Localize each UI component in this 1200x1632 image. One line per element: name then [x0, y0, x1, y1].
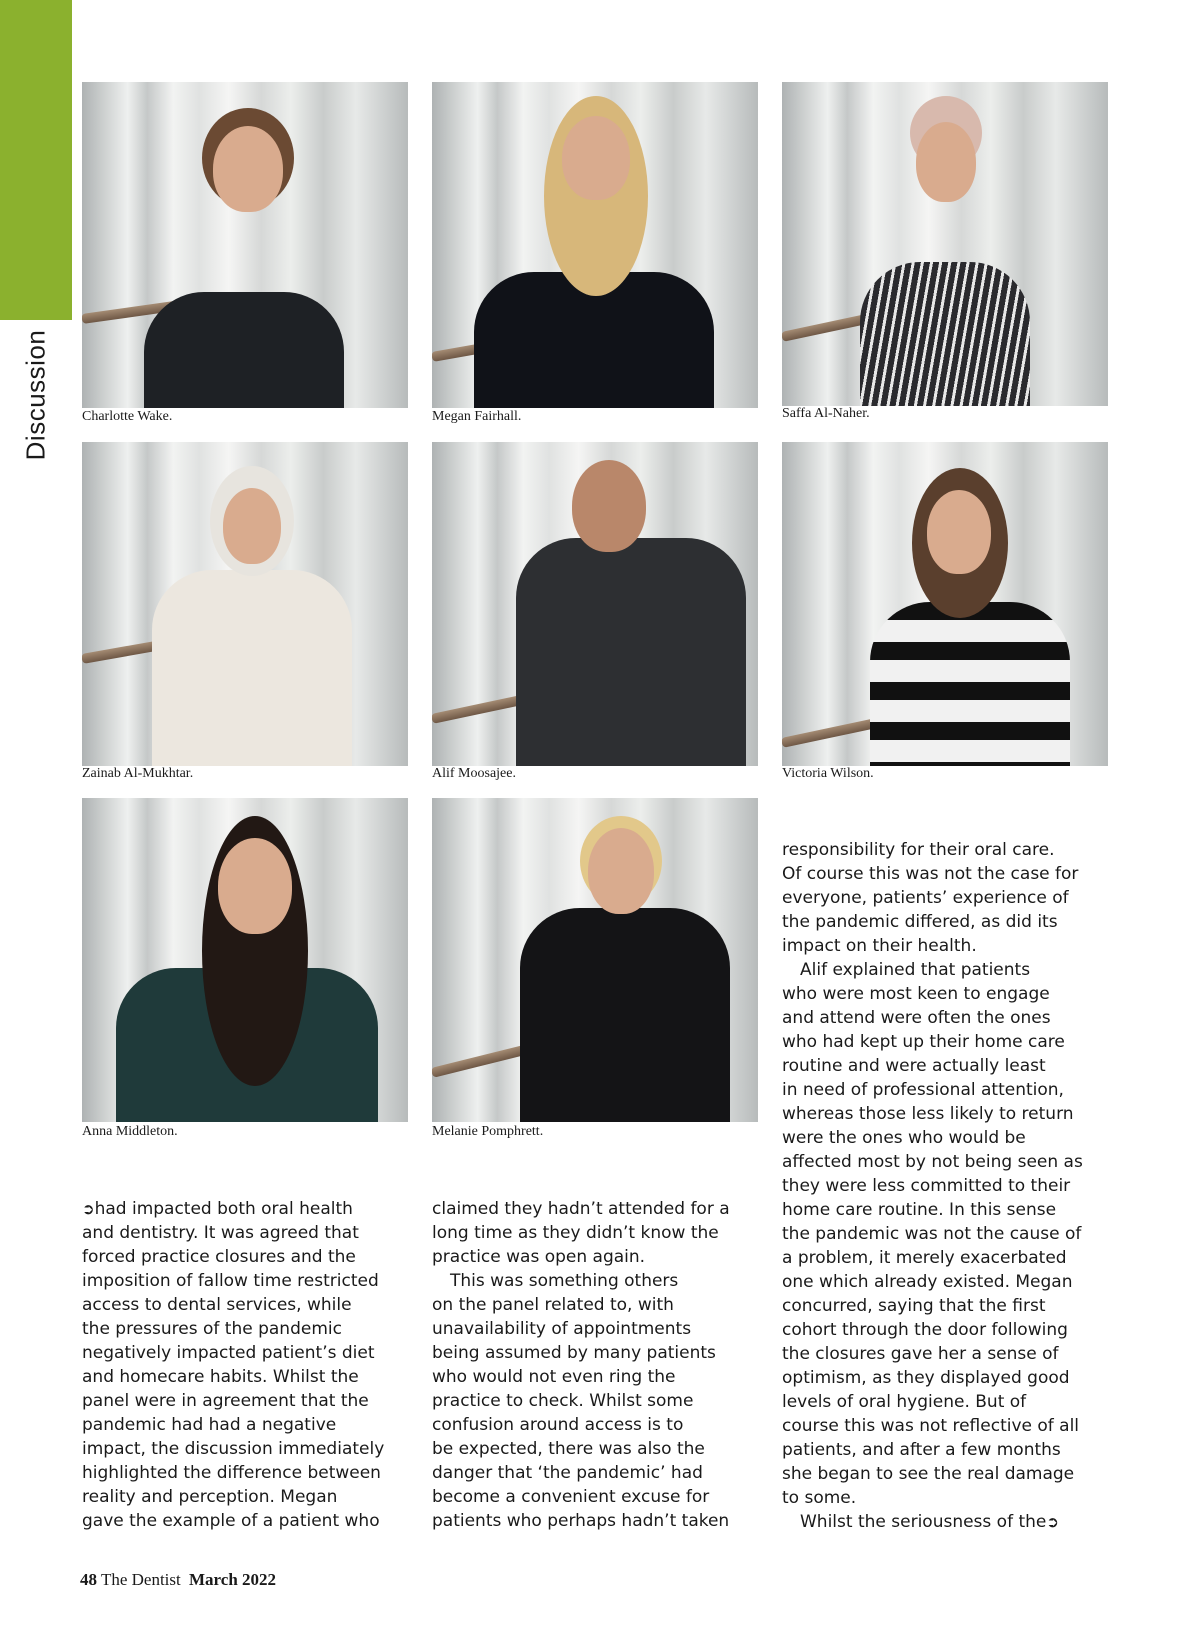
- text-line: become a convenient excuse for: [432, 1487, 710, 1507]
- text-line: and dentistry. It was agreed that: [82, 1223, 359, 1243]
- text-line: cohort through the door following: [782, 1320, 1068, 1340]
- section-label: Discussion: [20, 329, 51, 461]
- photo-caption: Charlotte Wake.: [82, 409, 173, 424]
- text-line: home care routine. In this sense: [782, 1200, 1057, 1220]
- arrow-continue-icon: ➲: [82, 1200, 95, 1218]
- text-line: practice was open again.: [432, 1247, 646, 1267]
- arrow-continue-icon: ➲: [1046, 1513, 1059, 1531]
- text-line: concurred, saying that the first: [782, 1296, 1046, 1316]
- text-line: negatively impacted patient’s diet: [82, 1343, 375, 1363]
- text-line: Whilst the seriousness of the➲: [800, 1512, 1059, 1532]
- text-line: who were most keen to engage: [782, 984, 1050, 1004]
- text-line: reality and perception. Megan: [82, 1487, 338, 1507]
- text-line: one which already existed. Megan: [782, 1272, 1073, 1292]
- text-line: and homecare habits. Whilst the: [82, 1367, 359, 1387]
- text-line: This was something others: [450, 1271, 679, 1291]
- text-line: forced practice closures and the: [82, 1247, 356, 1267]
- photo-alif-moosajee: [432, 442, 758, 766]
- photo-caption: Megan Fairhall.: [432, 409, 522, 424]
- text-line: course this was not reflective of all: [782, 1416, 1080, 1436]
- photo-caption: Melanie Pomphrett.: [432, 1124, 544, 1139]
- publication-name: The Dentist: [100, 1570, 181, 1589]
- section-color-tab: [0, 0, 72, 320]
- text-line: patients who perhaps hadn’t taken: [432, 1511, 730, 1531]
- text-line: confusion around access is to: [432, 1415, 684, 1435]
- text-line: pandemic had had a negative: [82, 1415, 337, 1435]
- text-line: they were less committed to their: [782, 1176, 1071, 1196]
- text-line: gave the example of a patient who: [82, 1511, 380, 1531]
- photo-charlotte-wake: [82, 82, 408, 408]
- text-line: highlighted the difference between: [82, 1463, 381, 1483]
- text-line: levels of oral hygiene. But of: [782, 1392, 1027, 1412]
- photo-caption: Anna Middleton.: [82, 1124, 178, 1139]
- photo-anna-middleton: [82, 798, 408, 1122]
- text-line: patients, and after a few months: [782, 1440, 1061, 1460]
- text-line: on the panel related to, with: [432, 1295, 674, 1315]
- text-line: impact on their health.: [782, 936, 977, 956]
- text-line: being assumed by many patients: [432, 1343, 716, 1363]
- text-line: who had kept up their home care: [782, 1032, 1065, 1052]
- text-line: impact, the discussion immediately: [82, 1439, 385, 1459]
- text-line: a problem, it merely exacerbated: [782, 1248, 1067, 1268]
- text-line: be expected, there was also the: [432, 1439, 705, 1459]
- article-column-3: [782, 838, 1083, 1534]
- text-line: claimed they hadn’t attended for a: [432, 1199, 730, 1219]
- article-column-2: [432, 1197, 730, 1533]
- text-line: everyone, patients’ experience of: [782, 888, 1069, 908]
- text-line: long time as they didn’t know the: [432, 1223, 719, 1243]
- text-line: in need of professional attention,: [782, 1080, 1064, 1100]
- photo-caption: Zainab Al-Mukhtar.: [82, 766, 194, 781]
- text-line: ➲had impacted both oral health: [82, 1199, 353, 1219]
- page-number: 48: [80, 1570, 97, 1589]
- photo-caption: Alif Moosajee.: [432, 766, 516, 781]
- text-line: imposition of fallow time restricted: [82, 1271, 379, 1291]
- text-line: Alif explained that patients: [800, 960, 1031, 980]
- photo-megan-fairhall: [432, 82, 758, 408]
- photo-caption: Victoria Wilson.: [782, 766, 874, 781]
- text-line: practice to check. Whilst some: [432, 1391, 694, 1411]
- text-line: were the ones who would be: [782, 1128, 1026, 1148]
- photo-zainab-al-mukhtar: [82, 442, 408, 766]
- text-line: affected most by not being seen as: [782, 1152, 1083, 1172]
- text-line: routine and were actually least: [782, 1056, 1046, 1076]
- text-line: and attend were often the ones: [782, 1008, 1051, 1028]
- photo-saffa-al-naher: [782, 82, 1108, 406]
- photo-melanie-pomphrett: [432, 798, 758, 1122]
- issue-date: March 2022: [189, 1570, 277, 1589]
- text-line: unavailability of appointments: [432, 1319, 692, 1339]
- text-line: the pandemic was not the cause of: [782, 1224, 1082, 1244]
- text-line: she began to see the real damage: [782, 1464, 1075, 1484]
- text-line: optimism, as they displayed good: [782, 1368, 1070, 1388]
- text-line: the closures gave her a sense of: [782, 1344, 1059, 1364]
- article-column-1: [82, 1197, 384, 1533]
- page-footer: [80, 1570, 276, 1590]
- text-line: danger that ‘the pandemic’ had: [432, 1463, 703, 1483]
- text-line: access to dental services, while: [82, 1295, 352, 1315]
- text-line: the pressures of the pandemic: [82, 1319, 342, 1339]
- text-line: panel were in agreement that the: [82, 1391, 369, 1411]
- text-line: who would not even ring the: [432, 1367, 676, 1387]
- text-line: to some.: [782, 1488, 857, 1508]
- photo-caption: Saffa Al-Naher.: [782, 406, 870, 421]
- text-line: the pandemic differed, as did its: [782, 912, 1058, 932]
- text-line: whereas those less likely to return: [782, 1104, 1074, 1124]
- text-line: responsibility for their oral care.: [782, 840, 1055, 860]
- text-line: Of course this was not the case for: [782, 864, 1079, 884]
- photo-victoria-wilson: [782, 442, 1108, 766]
